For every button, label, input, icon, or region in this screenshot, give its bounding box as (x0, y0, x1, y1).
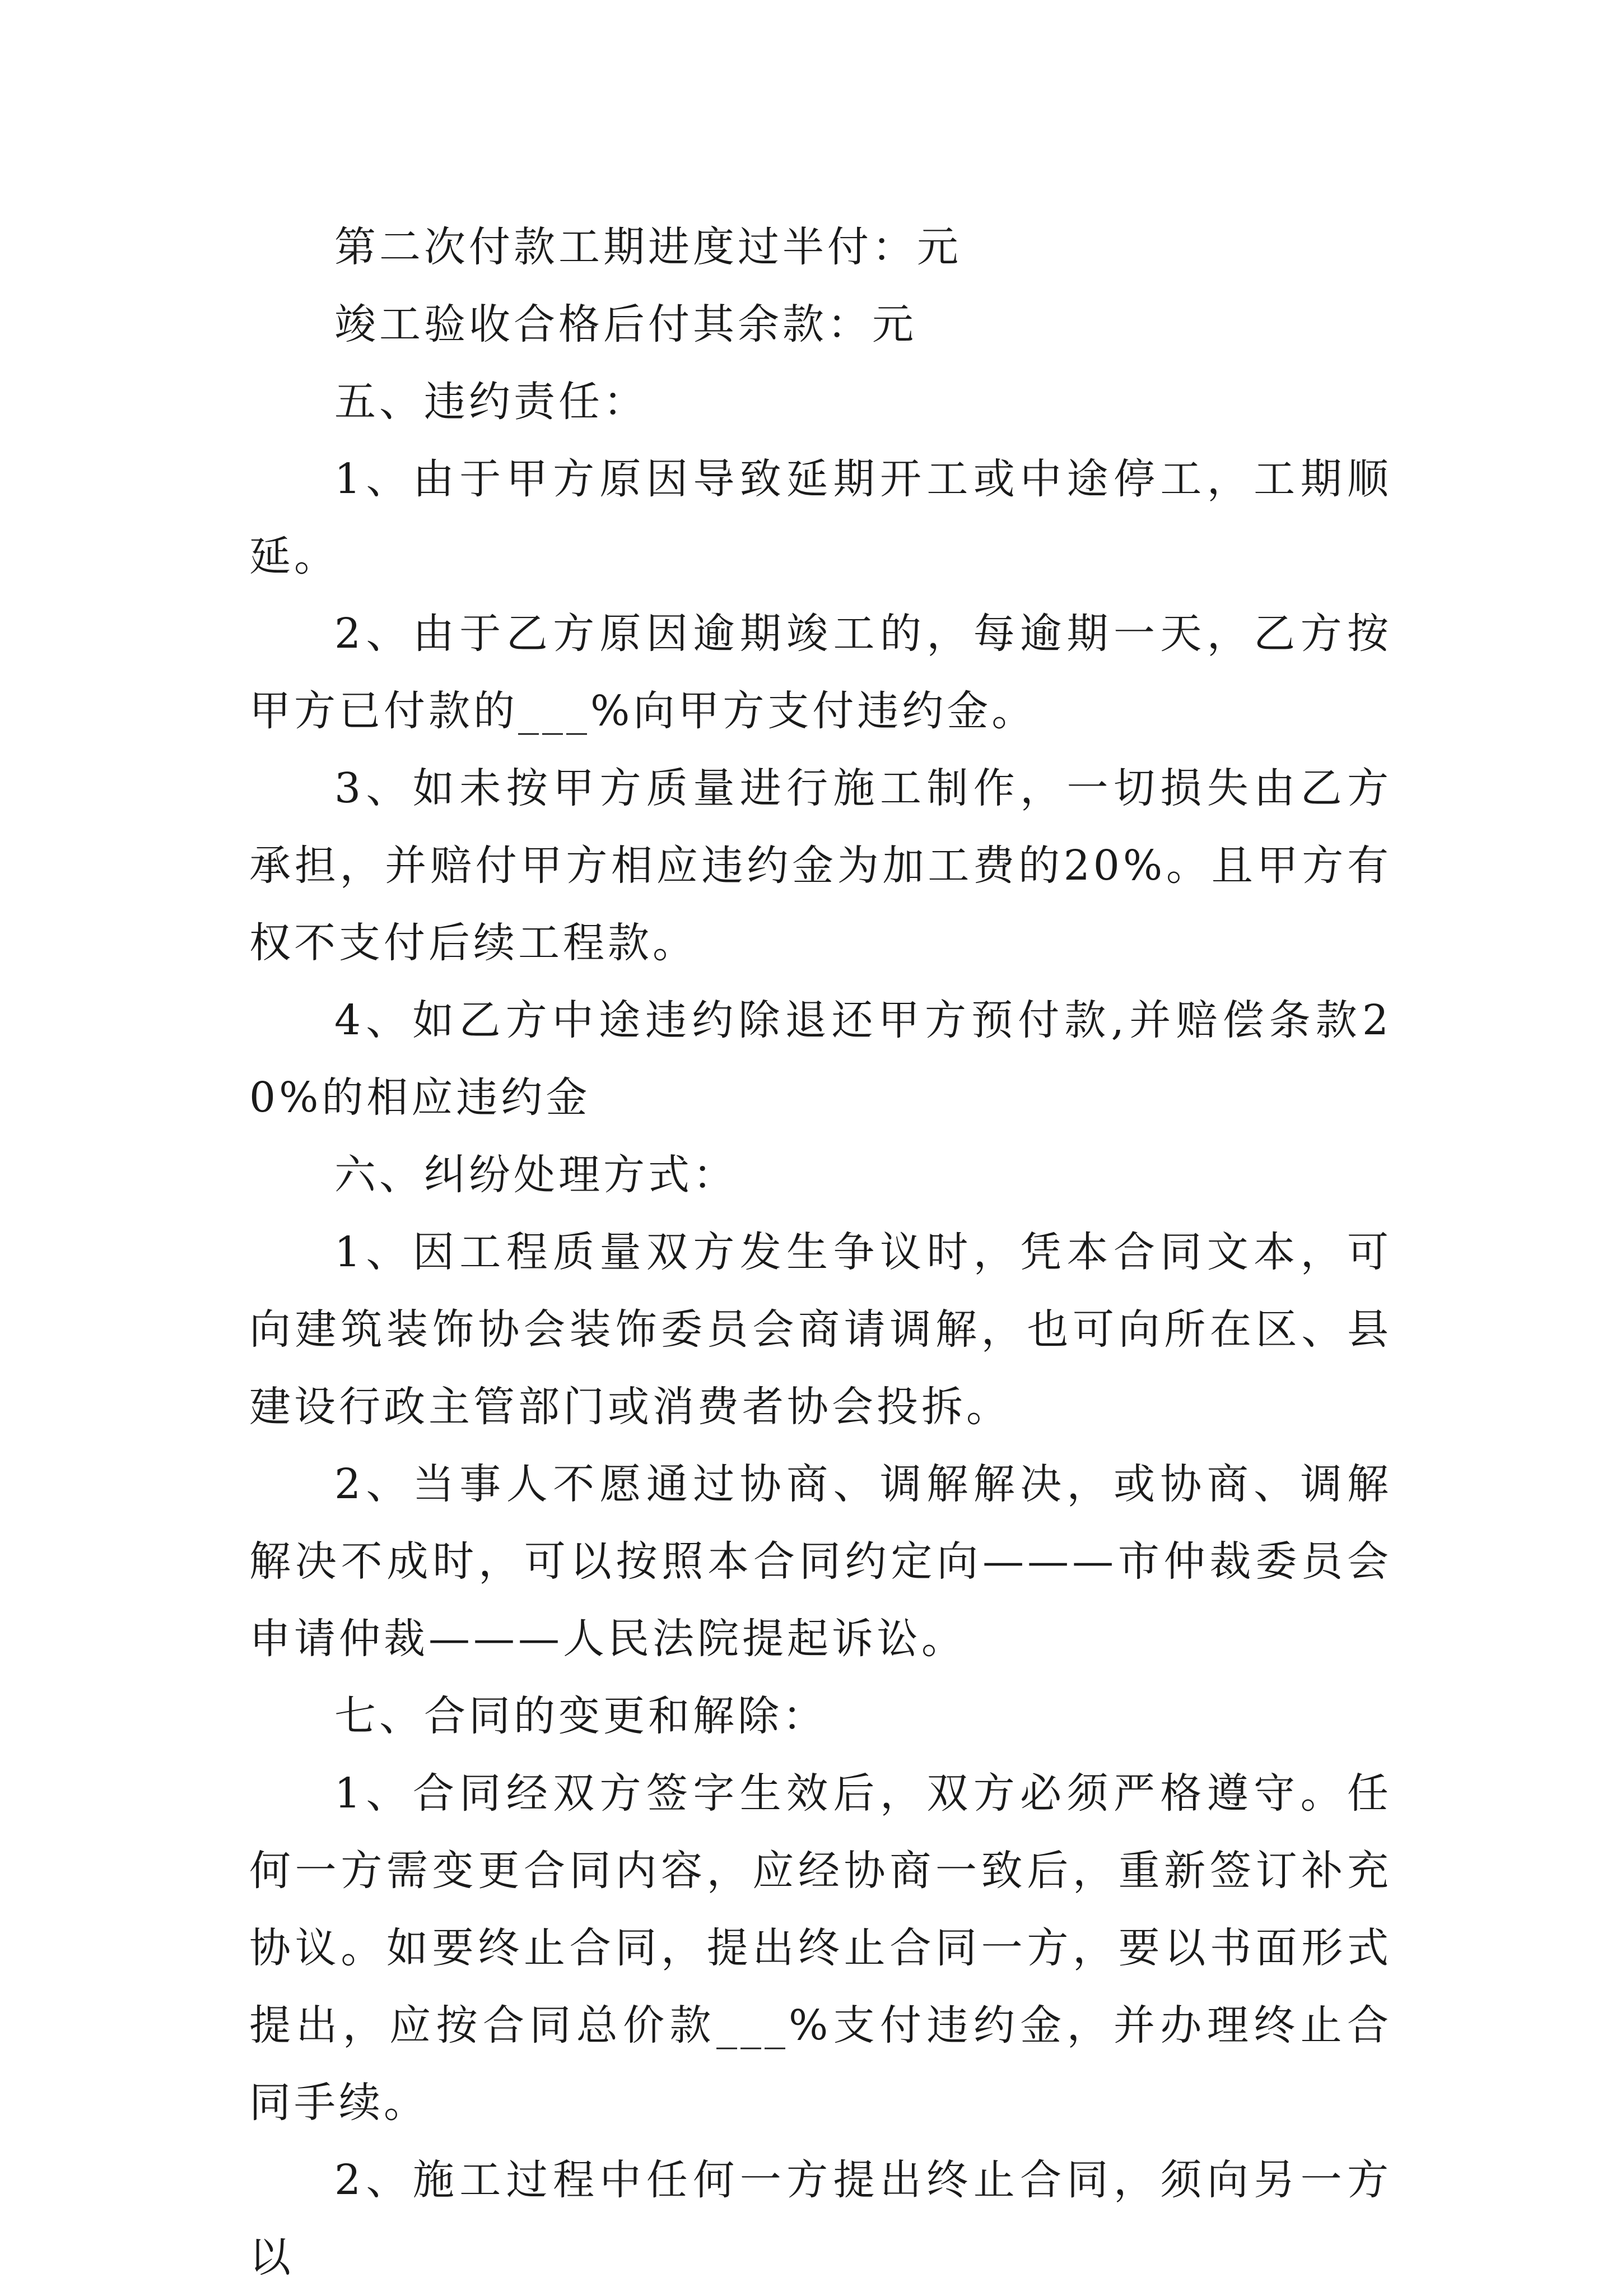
paragraph-breach-item-4: 4、如乙方中途违约除退还甲方预付款,并赔偿条款20%的相应违约金 (249, 996, 1392, 1122)
paragraph-final-payment: 竣工验收合格后付其余款：元 (334, 300, 917, 348)
paragraph-dispute-item-2: 2、当事人不愿通过协商、调解解决，或协商、调解解决不成时，可以按照本合同约定向———市仲裁委员会申请仲裁———人民法院提起诉讼。 (249, 1460, 1392, 1663)
paragraph-second-payment: 第二次付款工期进度过半付：元 (334, 223, 962, 271)
paragraph-change-item-2: 2、施工过程中任何一方提出终止合同，须向另一方以 (249, 2156, 1392, 2281)
paragraph-breach-item-2: 2、由于乙方原因逾期竣工的，每逾期一天，乙方按甲方已付款的___%向甲方支付违约金。 (249, 610, 1392, 735)
paragraph-dispute-item-1: 1、因工程质量双方发生争议时，凭本合同文本，可向建筑装饰协会装饰委员会商请调解，也可向所在区、县建设行政主管部门或消费者协会投拆。 (249, 1228, 1392, 1431)
paragraph-change-item-1: 1、合同经双方签字生效后，双方必须严格遵守。任何一方需变更合同内容，应经协商一致后，重新签订补充协议。如要终止合同，提出终止合同一方，要以书面形式提出，应按合同总价款___%支付违约金，并办理终止合同手续。 (249, 1769, 1392, 2127)
document-body (249, 208, 1392, 2296)
paragraph-breach-item-3: 3、如未按甲方质量进行施工制作，一切损失由乙方承担，并赔付甲方相应违约金为加工费的20%。且甲方有权不支付后续工程款。 (249, 764, 1392, 967)
section-heading-dispute-resolution: 六、纠纷处理方式： (334, 1151, 738, 1199)
section-heading-breach-liability: 五、违约责任： (334, 378, 648, 426)
section-heading-contract-change: 七、合同的变更和解除： (334, 1692, 827, 1740)
paragraph-breach-item-1: 1、由于甲方原因导致延期开工或中途停工，工期顺延。 (249, 455, 1392, 580)
